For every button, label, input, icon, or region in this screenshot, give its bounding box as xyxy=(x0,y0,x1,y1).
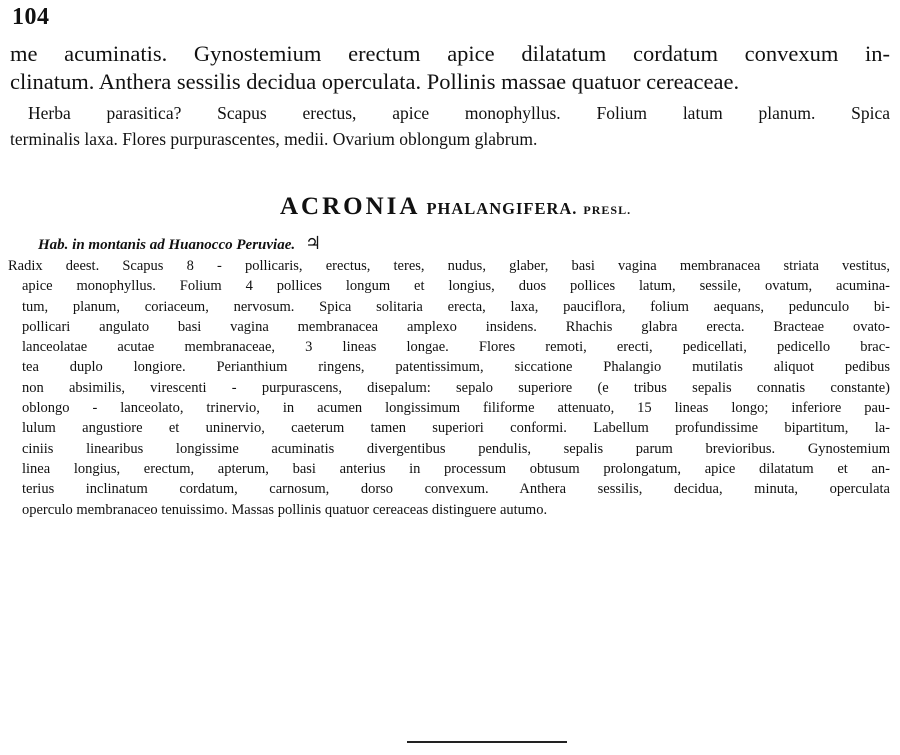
habitat-line xyxy=(38,233,321,254)
perennial-symbol: ♃ xyxy=(305,233,322,253)
text-line: linea longius, erectum, apterum, basi anterius in processum obtusum prolongatum, apice dilatatum et an- xyxy=(22,460,890,477)
text-line: me acuminatis. Gynostemium erectum apice dilatatum cordatum convexum in- xyxy=(10,41,890,66)
text-line: pollicari angulato basi vagina membranacea amplexo insidens. Rhachis glabra erecta. Bracteae ovato- xyxy=(22,318,890,335)
text-line: terminalis laxa. Flores purpurascentes, medii. Ovarium oblongum glabrum. xyxy=(10,129,538,149)
text-line: terius inclinatum cordatum, carnosum, dorso convexum. Anthera sessilis, decidua, minuta, operculata xyxy=(22,481,890,498)
text-line: apice monophyllus. Folium 4 pollices longum et longius, duos pollices latum, sessile, ovatum, acumina- xyxy=(22,278,890,295)
text-line: Radix deest. Scapus 8 - pollicaris, erectus, teres, nudus, glaber, basi vagina membranacea striata vestitus, xyxy=(8,258,890,274)
text-line: lulum angustiore et uninervio, caeterum tamen superiori conformi. Labellum profundissime bipartitum, la- xyxy=(22,420,890,437)
text-line: Herba parasitica? Scapus erectus, apice monophyllus. Folium latum planum. Spica xyxy=(28,103,890,123)
species-epithet: PHALANGIFERA. xyxy=(426,199,578,218)
page-number: 104 xyxy=(12,4,50,30)
text-line: non absimilis, virescenti - purpurascens, disepalum: sepalo superiore (e tribus sepalis connatis constante) xyxy=(22,379,890,396)
text-line: clinatum. Anthera sessilis decidua operculata. Pollinis massae quatuor cereaceae. xyxy=(10,69,740,94)
text-line: oblongo - lanceolato, trinervio, in acumen longissimum filiforme attenuato, 15 lineas longo; inferiore pau- xyxy=(22,400,890,417)
habitat-text: Hab. in montanis ad Huanocco Peruviae. xyxy=(38,237,296,253)
text-line: operculo membranaceo tenuissimo. Massas pollinis quatuor cereaceas distinguere autumo. xyxy=(22,501,548,518)
text-line: tea duplo longiore. Perianthium ringens, patentissimum, siccatione Phalangio mutilatis aliquot pedibus xyxy=(22,359,890,376)
text-line: lanceolatae acutae membranaceae, 3 lineas longae. Flores remoti, erecti, pedicellati, pedicello brac- xyxy=(22,339,890,356)
continued-paragraph xyxy=(10,40,890,96)
species-description xyxy=(8,256,890,520)
section-divider xyxy=(407,741,567,743)
text-line: tum, planum, coriaceum, nervosum. Spica solitaria erecta, laxa, pauciflora, folium aequans, pedunculo bi- xyxy=(22,298,890,315)
text-line: ciniis linearibus longissime acuminatis divergentibus pendulis, sepalis parum brevioribus. Gynostemium xyxy=(22,440,890,457)
species-heading xyxy=(280,193,680,221)
author-abbreviation: PRESL. xyxy=(583,203,632,217)
habit-paragraph xyxy=(10,100,890,152)
genus-name: ACRONIA xyxy=(280,193,421,220)
